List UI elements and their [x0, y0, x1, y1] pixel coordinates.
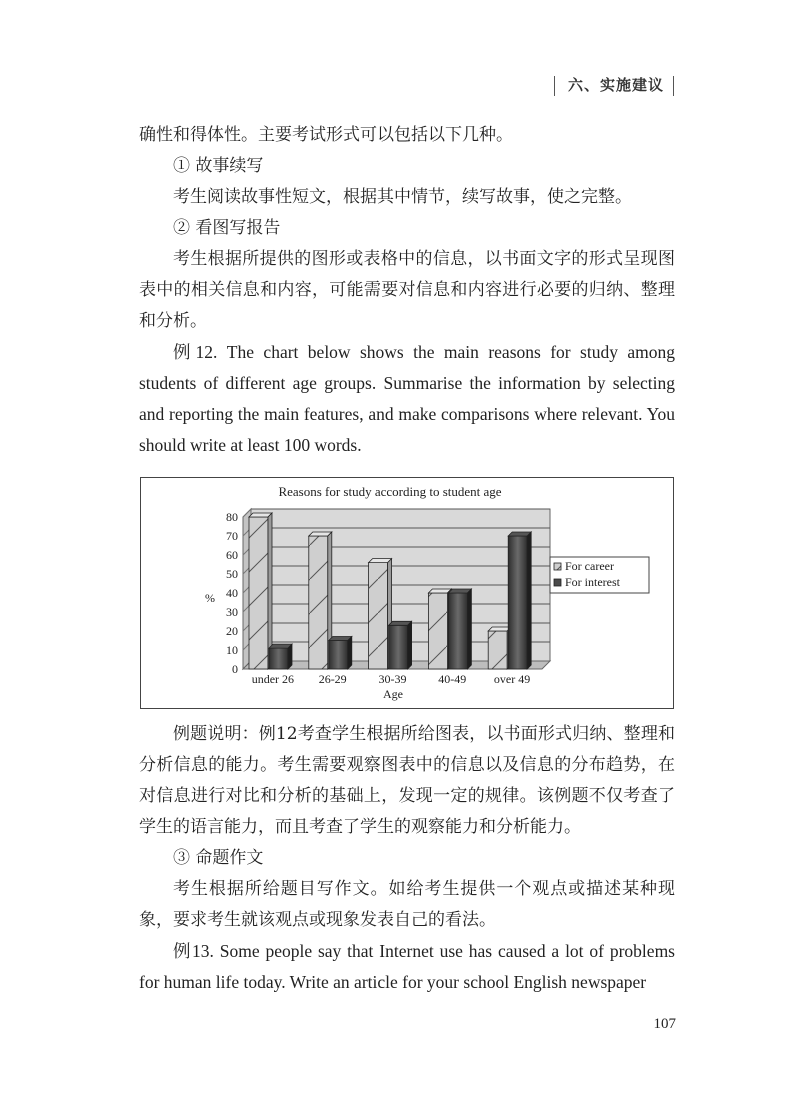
item-heading: ③ 命题作文 [173, 848, 264, 868]
item-heading: ② 看图写报告 [173, 218, 281, 238]
bar-for-interest [329, 637, 352, 670]
page-body [139, 120, 675, 998]
chart-title: Reasons for study according to student age [278, 484, 502, 499]
x-tick-label: over 49 [493, 672, 531, 686]
paragraph: 确性和得体性。主要考试形式可以包括以下几种。 [139, 125, 513, 145]
bar-for-interest [389, 621, 412, 669]
bar-for-career [309, 532, 332, 669]
legend-label: For interest [565, 575, 620, 589]
example-prompt: 例13. Some people say that Internet use has caused a lot of problems for human life today. Write an article for your school English newspaper [139, 941, 675, 992]
bar-for-interest [508, 532, 531, 669]
bar-chart [140, 477, 674, 709]
y-axis-label: % [205, 591, 215, 605]
legend-swatch-interest [554, 579, 561, 586]
y-tick-label: 70 [226, 529, 238, 543]
paragraph: 考生根据所给题目写作文。如给考生提供一个观点或描述某种现象，要求考生就该观点或现象发表自己的看法。 [139, 879, 675, 930]
y-tick-label: 20 [226, 624, 238, 638]
legend-swatch-career [554, 563, 561, 570]
y-tick-label: 30 [226, 605, 238, 619]
legend-label: For career [565, 559, 614, 573]
x-tick-label: under 26 [251, 672, 295, 686]
header-divider-right [673, 76, 674, 96]
bar-for-interest [269, 644, 292, 669]
paragraph: 考生阅读故事性短文，根据其中情节，续写故事，使之完整。 [173, 187, 632, 207]
bar-for-career [369, 559, 392, 669]
y-tick-label: 40 [226, 586, 238, 600]
bar-for-interest [448, 589, 471, 669]
chart-svg [140, 477, 674, 709]
y-tick-label: 10 [226, 643, 238, 657]
y-tick-label: 80 [226, 510, 238, 524]
x-tick-label: 30-39 [378, 672, 407, 686]
header-divider-left [554, 76, 555, 96]
paragraph: 例题说明：例12考查学生根据所给图表，以书面形式归纳、整理和分析信息的能力。考生需要观察图表中的信息以及信息的分布趋势，在对信息进行对比和分析的基础上，发现一定的规律。该例题不仅考查了学生的语言能力，而且考查了学生的观察能力和分析能力。 [139, 724, 675, 837]
page-number: 107 [653, 1016, 676, 1032]
x-axis-label: Age [383, 687, 403, 701]
y-tick-label: 60 [226, 548, 238, 562]
section-title: 六、实施建议 [568, 76, 665, 94]
y-tick-label: 50 [226, 567, 238, 581]
item-heading: ① 故事续写 [173, 156, 264, 176]
bar-for-career [488, 627, 511, 669]
y-tick-label: 0 [232, 662, 238, 676]
bar-for-career [249, 513, 272, 669]
running-header [0, 74, 800, 100]
x-tick-label: 40-49 [438, 672, 467, 686]
paragraph: 考生根据所提供的图形或表格中的信息，以书面文字的形式呈现图表中的相关信息和内容，可能需要对信息和内容进行必要的归纳、整理和分析。 [139, 249, 675, 331]
bar-for-career [428, 589, 451, 669]
example-prompt: 例12. The chart below shows the main reasons for study among students of different age groups. Summarise the information by selecting and reporting the main features, and make comparisons where relevant. You should write at least 100 words. [139, 342, 675, 455]
x-tick-label: 26-29 [318, 672, 347, 686]
